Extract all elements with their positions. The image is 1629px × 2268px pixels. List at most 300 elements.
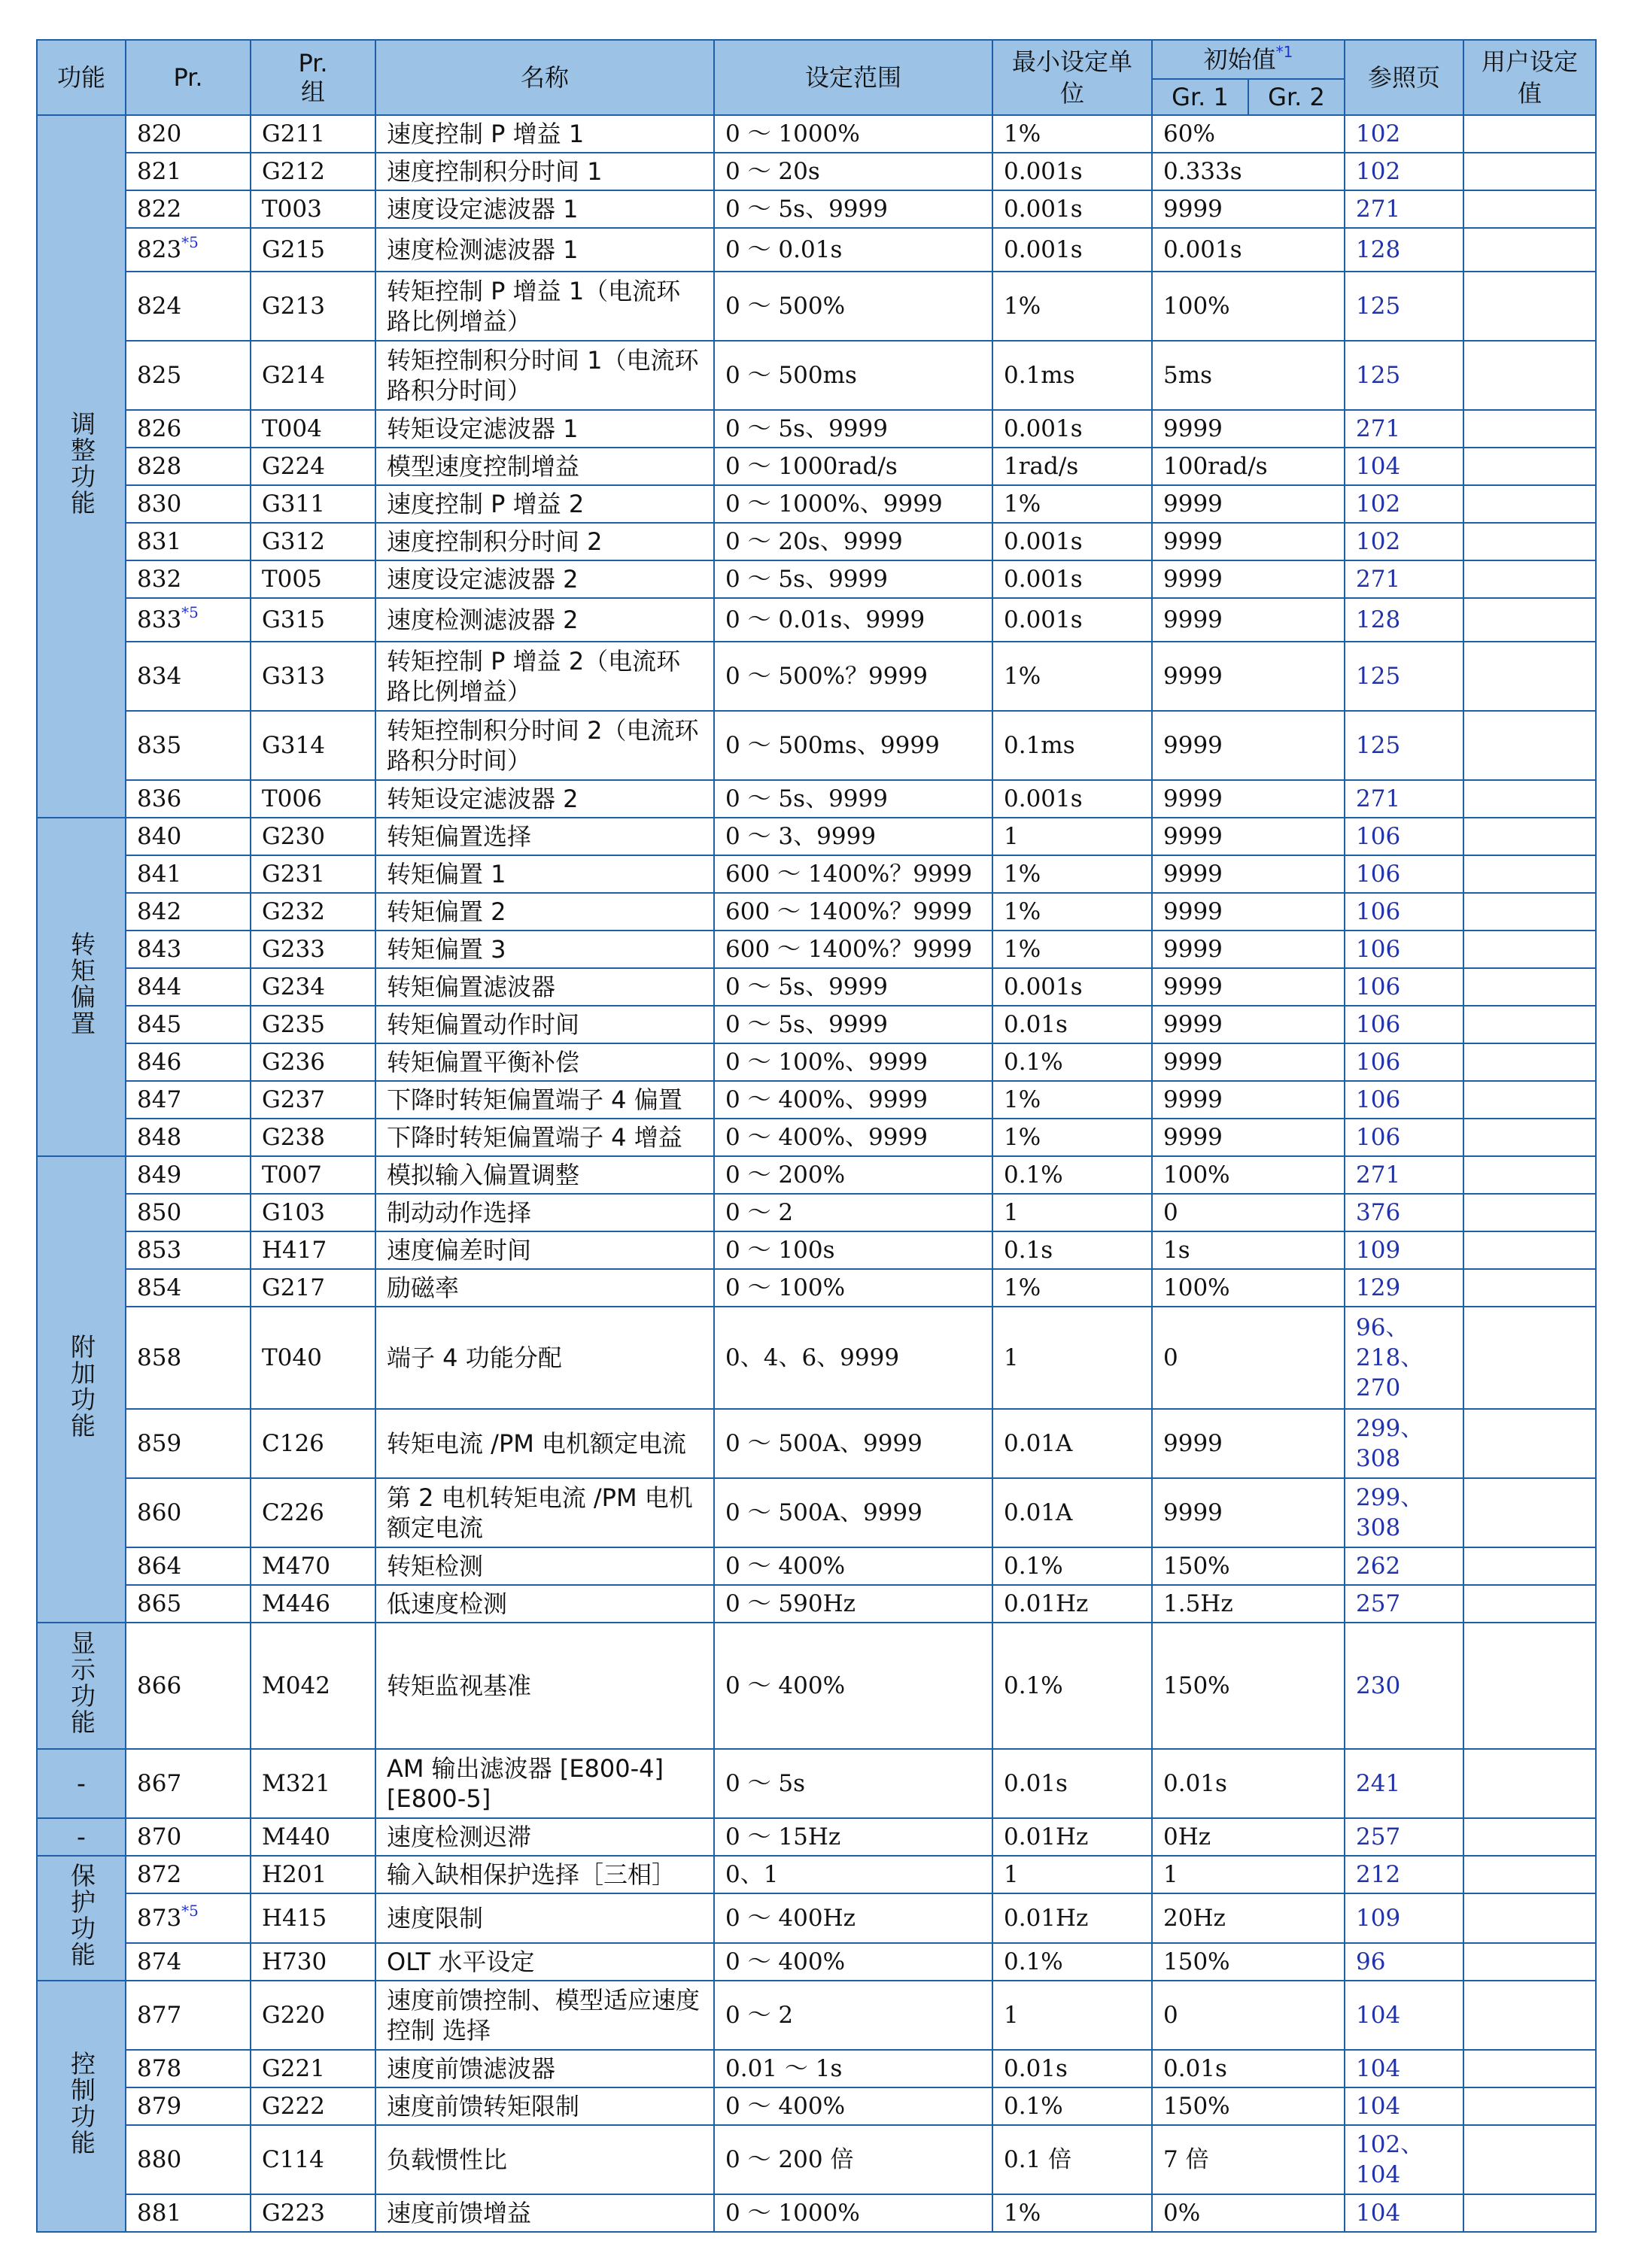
- initial-value: 9999: [1152, 560, 1345, 598]
- pr-number-value: 840: [137, 823, 182, 850]
- min-unit: 0.1%: [992, 1547, 1152, 1585]
- function-group-label: 调整功能: [67, 410, 96, 516]
- pr-group: T005: [251, 560, 375, 598]
- setting-range: 0 ～ 5s、9999: [714, 410, 992, 448]
- table-row: [37, 2087, 1596, 2125]
- user-setting-cell[interactable]: [1463, 448, 1596, 485]
- pr-number: [126, 1981, 251, 2050]
- pr-group: G220: [251, 1981, 375, 2050]
- param-name: 速度控制积分时间 1: [375, 153, 714, 190]
- pr-group: G314: [251, 711, 375, 780]
- ref-page-link[interactable]: 106: [1345, 855, 1463, 893]
- initial-value: 150%: [1152, 1547, 1345, 1585]
- function-group-cell: [37, 818, 126, 1156]
- user-setting-cell[interactable]: [1463, 931, 1596, 968]
- user-setting-cell[interactable]: [1463, 1081, 1596, 1119]
- pr-number-value: 846: [137, 1049, 182, 1076]
- pr-number-value: 845: [137, 1011, 182, 1038]
- pr-group: G223: [251, 2194, 375, 2232]
- table-row: [37, 1156, 1596, 1194]
- user-setting-cell[interactable]: [1463, 1119, 1596, 1156]
- pr-number: [126, 1307, 251, 1409]
- user-setting-cell[interactable]: [1463, 968, 1596, 1006]
- initial-value: 9999: [1152, 1119, 1345, 1156]
- pr-number-value: 877: [137, 2002, 182, 2029]
- pr-number-value: 828: [137, 453, 182, 480]
- ref-page-link[interactable]: 106: [1345, 968, 1463, 1006]
- setting-range: 0 ～ 5s: [714, 1749, 992, 1818]
- initial-value: 0Hz: [1152, 1818, 1345, 1856]
- min-unit: 0.001s: [992, 228, 1152, 272]
- pr-number-value: 870: [137, 1823, 182, 1851]
- pr-number-value: 822: [137, 196, 182, 223]
- pr-group: G315: [251, 598, 375, 642]
- setting-range: 0 ～ 400%: [714, 1943, 992, 1981]
- setting-range: 0 ～ 15Hz: [714, 1818, 992, 1856]
- min-unit: 0.001s: [992, 780, 1152, 818]
- function-group-cell: [37, 1818, 126, 1856]
- setting-range: 0 ～ 100%: [714, 1269, 992, 1307]
- param-name: 速度控制 P 增益 1: [375, 115, 714, 153]
- user-setting-cell[interactable]: [1463, 1043, 1596, 1081]
- ref-page-link[interactable]: 104: [1345, 2087, 1463, 2125]
- min-unit: 0.1%: [992, 1623, 1152, 1749]
- function-group-label: 保护功能: [67, 1862, 96, 1968]
- col-min-unit: 最小设定单位: [992, 40, 1152, 115]
- col-initial-label: 初始值: [1203, 45, 1276, 74]
- setting-range: 0 ～ 400%: [714, 2087, 992, 2125]
- setting-range: 0 ～ 400Hz: [714, 1893, 992, 1943]
- ref-page-link[interactable]: 104: [1345, 448, 1463, 485]
- ref-page-link[interactable]: 106: [1345, 1119, 1463, 1156]
- ref-page-link[interactable]: 299、308: [1345, 1478, 1463, 1547]
- user-setting-cell[interactable]: [1463, 642, 1596, 711]
- parameter-table: [36, 39, 1597, 2233]
- ref-page-link[interactable]: 125: [1345, 711, 1463, 780]
- col-name: 名称: [375, 40, 714, 115]
- ref-page-link[interactable]: 125: [1345, 272, 1463, 341]
- min-unit: 1%: [992, 931, 1152, 968]
- setting-range: 0 ～ 5s、9999: [714, 560, 992, 598]
- setting-range: 0 ～ 0.01s: [714, 228, 992, 272]
- setting-range: 0 ～ 500ms: [714, 341, 992, 410]
- param-name: 速度设定滤波器 2: [375, 560, 714, 598]
- ref-page-link[interactable]: 376: [1345, 1194, 1463, 1231]
- pr-number-value: 872: [137, 1861, 182, 1888]
- setting-range: 0 ～ 590Hz: [714, 1585, 992, 1623]
- user-setting-cell[interactable]: [1463, 598, 1596, 642]
- ref-page-link[interactable]: 104: [1345, 2194, 1463, 2232]
- note-5-mark: *5: [181, 1902, 199, 1920]
- initial-value: 9999: [1152, 931, 1345, 968]
- user-setting-cell[interactable]: [1463, 780, 1596, 818]
- pr-number: [126, 1623, 251, 1749]
- col-function: 功能: [37, 40, 126, 115]
- pr-number: [126, 711, 251, 780]
- pr-number: [126, 153, 251, 190]
- user-setting-cell[interactable]: [1463, 190, 1596, 228]
- col-pr-group: Pr. 组: [251, 40, 375, 115]
- pr-number-value: 823: [137, 236, 182, 263]
- param-name: 速度控制 P 增益 2: [375, 485, 714, 523]
- user-setting-cell[interactable]: [1463, 2087, 1596, 2125]
- setting-range: 0 ～ 2: [714, 1194, 992, 1231]
- ref-page-link[interactable]: 125: [1345, 341, 1463, 410]
- table-row: [37, 1081, 1596, 1119]
- table-row: [37, 1818, 1596, 1856]
- col-pr: Pr.: [126, 40, 251, 115]
- pr-number: [126, 1006, 251, 1043]
- table-row: [37, 1006, 1596, 1043]
- pr-group: G235: [251, 1006, 375, 1043]
- pr-number-value: 865: [137, 1590, 182, 1617]
- pr-number: [126, 2087, 251, 2125]
- setting-range: 0 ～ 5s、9999: [714, 780, 992, 818]
- param-name: 转矩偏置 2: [375, 893, 714, 931]
- min-unit: 1%: [992, 1081, 1152, 1119]
- pr-group: G313: [251, 642, 375, 711]
- param-name: 下降时转矩偏置端子 4 偏置: [375, 1081, 714, 1119]
- ref-page-link[interactable]: 271: [1345, 410, 1463, 448]
- setting-range: 0、4、6、9999: [714, 1307, 992, 1409]
- ref-page-link[interactable]: 129: [1345, 1269, 1463, 1307]
- setting-range: 0 ～ 500A、9999: [714, 1478, 992, 1547]
- pr-number: [126, 780, 251, 818]
- pr-group: G234: [251, 968, 375, 1006]
- ref-page-link[interactable]: 128: [1345, 228, 1463, 272]
- ref-page-link[interactable]: 102: [1345, 485, 1463, 523]
- pr-number: [126, 560, 251, 598]
- pr-group: T006: [251, 780, 375, 818]
- ref-page-link[interactable]: 106: [1345, 818, 1463, 855]
- user-setting-cell[interactable]: [1463, 1856, 1596, 1893]
- table-row: [37, 780, 1596, 818]
- pr-number: [126, 2050, 251, 2087]
- table-row: [37, 855, 1596, 893]
- initial-value: 0.333s: [1152, 153, 1345, 190]
- pr-group: H417: [251, 1231, 375, 1269]
- user-setting-cell[interactable]: [1463, 1623, 1596, 1749]
- table-row: [37, 485, 1596, 523]
- param-name: 转矩控制积分时间 2（电流环路积分时间）: [375, 711, 714, 780]
- param-name: 转矩偏置 1: [375, 855, 714, 893]
- param-name: 转矩电流 /PM 电机额定电流: [375, 1409, 714, 1478]
- user-setting-cell[interactable]: [1463, 711, 1596, 780]
- ref-page-link[interactable]: 125: [1345, 642, 1463, 711]
- pr-group: H201: [251, 1856, 375, 1893]
- user-setting-cell[interactable]: [1463, 560, 1596, 598]
- pr-number: [126, 855, 251, 893]
- table-row: [37, 968, 1596, 1006]
- initial-value: 9999: [1152, 1043, 1345, 1081]
- setting-range: 0 ～ 2: [714, 1981, 992, 2050]
- function-group-label: 附加功能: [67, 1333, 96, 1439]
- min-unit: 0.001s: [992, 153, 1152, 190]
- min-unit: 1: [992, 1981, 1152, 2050]
- ref-page-link[interactable]: 102: [1345, 115, 1463, 153]
- param-name: 模拟输入偏置调整: [375, 1156, 714, 1194]
- table-header: [37, 40, 1596, 115]
- pr-number-value: 866: [137, 1672, 182, 1699]
- user-setting-cell[interactable]: [1463, 2125, 1596, 2194]
- pr-number: [126, 272, 251, 341]
- setting-range: 0 ～ 200 倍: [714, 2125, 992, 2194]
- ref-page-link[interactable]: 109: [1345, 1893, 1463, 1943]
- pr-group: G233: [251, 931, 375, 968]
- ref-page-link[interactable]: 257: [1345, 1585, 1463, 1623]
- table-row: [37, 1409, 1596, 1478]
- pr-number-value: 835: [137, 732, 182, 759]
- pr-number-value: 879: [137, 2093, 182, 2120]
- initial-value: 9999: [1152, 968, 1345, 1006]
- initial-value: 9999: [1152, 1081, 1345, 1119]
- pr-number: [126, 893, 251, 931]
- setting-range: 0 ～ 20s、9999: [714, 523, 992, 560]
- user-setting-cell[interactable]: [1463, 855, 1596, 893]
- ref-page-link[interactable]: 106: [1345, 1006, 1463, 1043]
- initial-value: 150%: [1152, 2087, 1345, 2125]
- min-unit: 0.001s: [992, 190, 1152, 228]
- setting-range: 0 ～ 20s: [714, 153, 992, 190]
- function-group-label: 转矩偏置: [67, 931, 96, 1037]
- pr-number-value: 874: [137, 1948, 182, 1975]
- table-row: [37, 153, 1596, 190]
- user-setting-cell[interactable]: [1463, 1749, 1596, 1818]
- min-unit: 1: [992, 1856, 1152, 1893]
- pr-number-value: 832: [137, 566, 182, 593]
- function-group-cell: [37, 1856, 126, 1981]
- min-unit: 0.01s: [992, 2050, 1152, 2087]
- col-gr1: Gr. 1: [1152, 79, 1248, 115]
- user-setting-cell[interactable]: [1463, 2194, 1596, 2232]
- table-row: [37, 410, 1596, 448]
- ref-page-link[interactable]: 271: [1345, 1156, 1463, 1194]
- pr-number: [126, 341, 251, 410]
- ref-page-link[interactable]: 96、218、270: [1345, 1307, 1463, 1409]
- user-setting-cell[interactable]: [1463, 893, 1596, 931]
- ref-page-link[interactable]: 299、308: [1345, 1409, 1463, 1478]
- param-name: 下降时转矩偏置端子 4 增益: [375, 1119, 714, 1156]
- table-row: [37, 1119, 1596, 1156]
- min-unit: 1rad/s: [992, 448, 1152, 485]
- initial-value: 0%: [1152, 2194, 1345, 2232]
- table-row: [37, 190, 1596, 228]
- table-row: [37, 341, 1596, 410]
- pr-group: T004: [251, 410, 375, 448]
- ref-page-link[interactable]: 102: [1345, 153, 1463, 190]
- pr-number-value: 843: [137, 936, 182, 963]
- user-setting-cell[interactable]: [1463, 2050, 1596, 2087]
- note-5-mark: *5: [181, 233, 199, 251]
- pr-number-value: 848: [137, 1124, 182, 1151]
- table-row: [37, 1749, 1596, 1818]
- table-row: [37, 1943, 1596, 1981]
- setting-range: 0 ～ 5s、9999: [714, 190, 992, 228]
- pr-number-value: 841: [137, 861, 182, 888]
- ref-page-link[interactable]: 106: [1345, 1043, 1463, 1081]
- initial-value: 0.01s: [1152, 1749, 1345, 1818]
- ref-page-link[interactable]: 106: [1345, 1081, 1463, 1119]
- user-setting-cell[interactable]: [1463, 1194, 1596, 1231]
- setting-range: 0 ～ 0.01s、9999: [714, 598, 992, 642]
- ref-page-link[interactable]: 257: [1345, 1818, 1463, 1856]
- table-row: [37, 1043, 1596, 1081]
- ref-page-link[interactable]: 102: [1345, 523, 1463, 560]
- user-setting-cell[interactable]: [1463, 485, 1596, 523]
- ref-page-link[interactable]: 106: [1345, 893, 1463, 931]
- initial-value: 9999: [1152, 190, 1345, 228]
- pr-number: [126, 1547, 251, 1585]
- user-setting-cell[interactable]: [1463, 153, 1596, 190]
- table-body: [37, 115, 1596, 2232]
- pr-number-value: 858: [137, 1344, 182, 1371]
- param-name: 转矩设定滤波器 2: [375, 780, 714, 818]
- pr-group: C126: [251, 1409, 375, 1478]
- initial-value: 0.001s: [1152, 228, 1345, 272]
- table-row: [37, 893, 1596, 931]
- param-name: 速度前馈转矩限制: [375, 2087, 714, 2125]
- min-unit: 1%: [992, 485, 1152, 523]
- setting-range: 0 ～ 200%: [714, 1156, 992, 1194]
- ref-page-link[interactable]: 102、104: [1345, 2125, 1463, 2194]
- ref-page-link[interactable]: 271: [1345, 190, 1463, 228]
- user-setting-cell[interactable]: [1463, 1981, 1596, 2050]
- initial-value: 9999: [1152, 598, 1345, 642]
- col-gr2: Gr. 2: [1248, 79, 1345, 115]
- table-row: [37, 2125, 1596, 2194]
- table-row: [37, 642, 1596, 711]
- param-name: 第 2 电机转矩电流 /PM 电机额定电流: [375, 1478, 714, 1547]
- table-row: [37, 1269, 1596, 1307]
- user-setting-cell[interactable]: [1463, 1818, 1596, 1856]
- pr-number-value: 849: [137, 1161, 182, 1189]
- user-setting-cell[interactable]: [1463, 1307, 1596, 1409]
- min-unit: 0.1ms: [992, 711, 1152, 780]
- user-setting-cell[interactable]: [1463, 818, 1596, 855]
- col-initial: [1152, 40, 1345, 79]
- initial-value: 150%: [1152, 1623, 1345, 1749]
- min-unit: 0.1%: [992, 1943, 1152, 1981]
- min-unit: 1%: [992, 2194, 1152, 2232]
- pr-number: [126, 115, 251, 153]
- param-name: 转矩检测: [375, 1547, 714, 1585]
- setting-range: 0 ～ 500ms、9999: [714, 711, 992, 780]
- ref-page-link[interactable]: 271: [1345, 560, 1463, 598]
- pr-group: G312: [251, 523, 375, 560]
- ref-page-link[interactable]: 262: [1345, 1547, 1463, 1585]
- user-setting-cell[interactable]: [1463, 1006, 1596, 1043]
- pr-number-value: 864: [137, 1553, 182, 1580]
- user-setting-cell[interactable]: [1463, 272, 1596, 341]
- pr-number-value: 821: [137, 158, 182, 185]
- ref-page-link[interactable]: 106: [1345, 931, 1463, 968]
- setting-range: 0 ～ 400%: [714, 1547, 992, 1585]
- user-setting-cell[interactable]: [1463, 1547, 1596, 1585]
- ref-page-link[interactable]: 104: [1345, 1981, 1463, 2050]
- initial-value: 100%: [1152, 1156, 1345, 1194]
- user-setting-cell[interactable]: [1463, 523, 1596, 560]
- setting-range: 0 ～ 400%: [714, 1623, 992, 1749]
- user-setting-cell[interactable]: [1463, 115, 1596, 153]
- initial-value: 9999: [1152, 711, 1345, 780]
- user-setting-cell[interactable]: [1463, 410, 1596, 448]
- ref-page-link[interactable]: 271: [1345, 780, 1463, 818]
- pr-number-value: 825: [137, 362, 182, 389]
- pr-number: [126, 1409, 251, 1478]
- user-setting-cell[interactable]: [1463, 1585, 1596, 1623]
- user-setting-cell[interactable]: [1463, 1943, 1596, 1981]
- ref-page-link[interactable]: 212: [1345, 1856, 1463, 1893]
- min-unit: 1: [992, 1307, 1152, 1409]
- initial-value: 9999: [1152, 410, 1345, 448]
- pr-number-value: 881: [137, 2200, 182, 2227]
- pr-number: [126, 1156, 251, 1194]
- pr-group: M440: [251, 1818, 375, 1856]
- pr-group: G213: [251, 272, 375, 341]
- function-group-label: -: [77, 1822, 86, 1851]
- param-name: AM 输出滤波器 [E800-4][E800-5]: [375, 1749, 714, 1818]
- ref-page-link[interactable]: 241: [1345, 1749, 1463, 1818]
- initial-value: 0: [1152, 1981, 1345, 2050]
- pr-number: [126, 1749, 251, 1818]
- initial-value: 1s: [1152, 1231, 1345, 1269]
- pr-number-value: 844: [137, 973, 182, 1000]
- user-setting-cell[interactable]: [1463, 1409, 1596, 1478]
- pr-group: G221: [251, 2050, 375, 2087]
- pr-group: M321: [251, 1749, 375, 1818]
- ref-page-link[interactable]: 230: [1345, 1623, 1463, 1749]
- initial-value: 9999: [1152, 485, 1345, 523]
- pr-group: T040: [251, 1307, 375, 1409]
- col-range: 设定范围: [714, 40, 992, 115]
- user-setting-cell[interactable]: [1463, 1893, 1596, 1943]
- ref-page-link[interactable]: 128: [1345, 598, 1463, 642]
- pr-group: G224: [251, 448, 375, 485]
- pr-number: [126, 931, 251, 968]
- initial-value: 100%: [1152, 1269, 1345, 1307]
- pr-number: [126, 598, 251, 642]
- setting-range: 0.01 ～ 1s: [714, 2050, 992, 2087]
- pr-number-value: 824: [137, 293, 182, 320]
- ref-page-link[interactable]: 104: [1345, 2050, 1463, 2087]
- initial-value: 9999: [1152, 642, 1345, 711]
- user-setting-cell[interactable]: [1463, 1156, 1596, 1194]
- initial-value: 0: [1152, 1307, 1345, 1409]
- user-setting-cell[interactable]: [1463, 1269, 1596, 1307]
- min-unit: 1%: [992, 272, 1152, 341]
- initial-value: 60%: [1152, 115, 1345, 153]
- user-setting-cell[interactable]: [1463, 1478, 1596, 1547]
- table-row: [37, 598, 1596, 642]
- initial-value: 0: [1152, 1194, 1345, 1231]
- pr-group: G237: [251, 1081, 375, 1119]
- user-setting-cell[interactable]: [1463, 228, 1596, 272]
- initial-value: 5ms: [1152, 341, 1345, 410]
- pr-number: [126, 523, 251, 560]
- user-setting-cell[interactable]: [1463, 1231, 1596, 1269]
- initial-value: 100rad/s: [1152, 448, 1345, 485]
- setting-range: 0 ～ 400%、9999: [714, 1081, 992, 1119]
- min-unit: 0.01Hz: [992, 1818, 1152, 1856]
- min-unit: 0.1 倍: [992, 2125, 1152, 2194]
- setting-range: 600 ～ 1400%？9999: [714, 931, 992, 968]
- param-name: 转矩偏置动作时间: [375, 1006, 714, 1043]
- ref-page-link[interactable]: 109: [1345, 1231, 1463, 1269]
- ref-page-link[interactable]: 96: [1345, 1943, 1463, 1981]
- user-setting-cell[interactable]: [1463, 341, 1596, 410]
- min-unit: 1%: [992, 1119, 1152, 1156]
- initial-value: 9999: [1152, 893, 1345, 931]
